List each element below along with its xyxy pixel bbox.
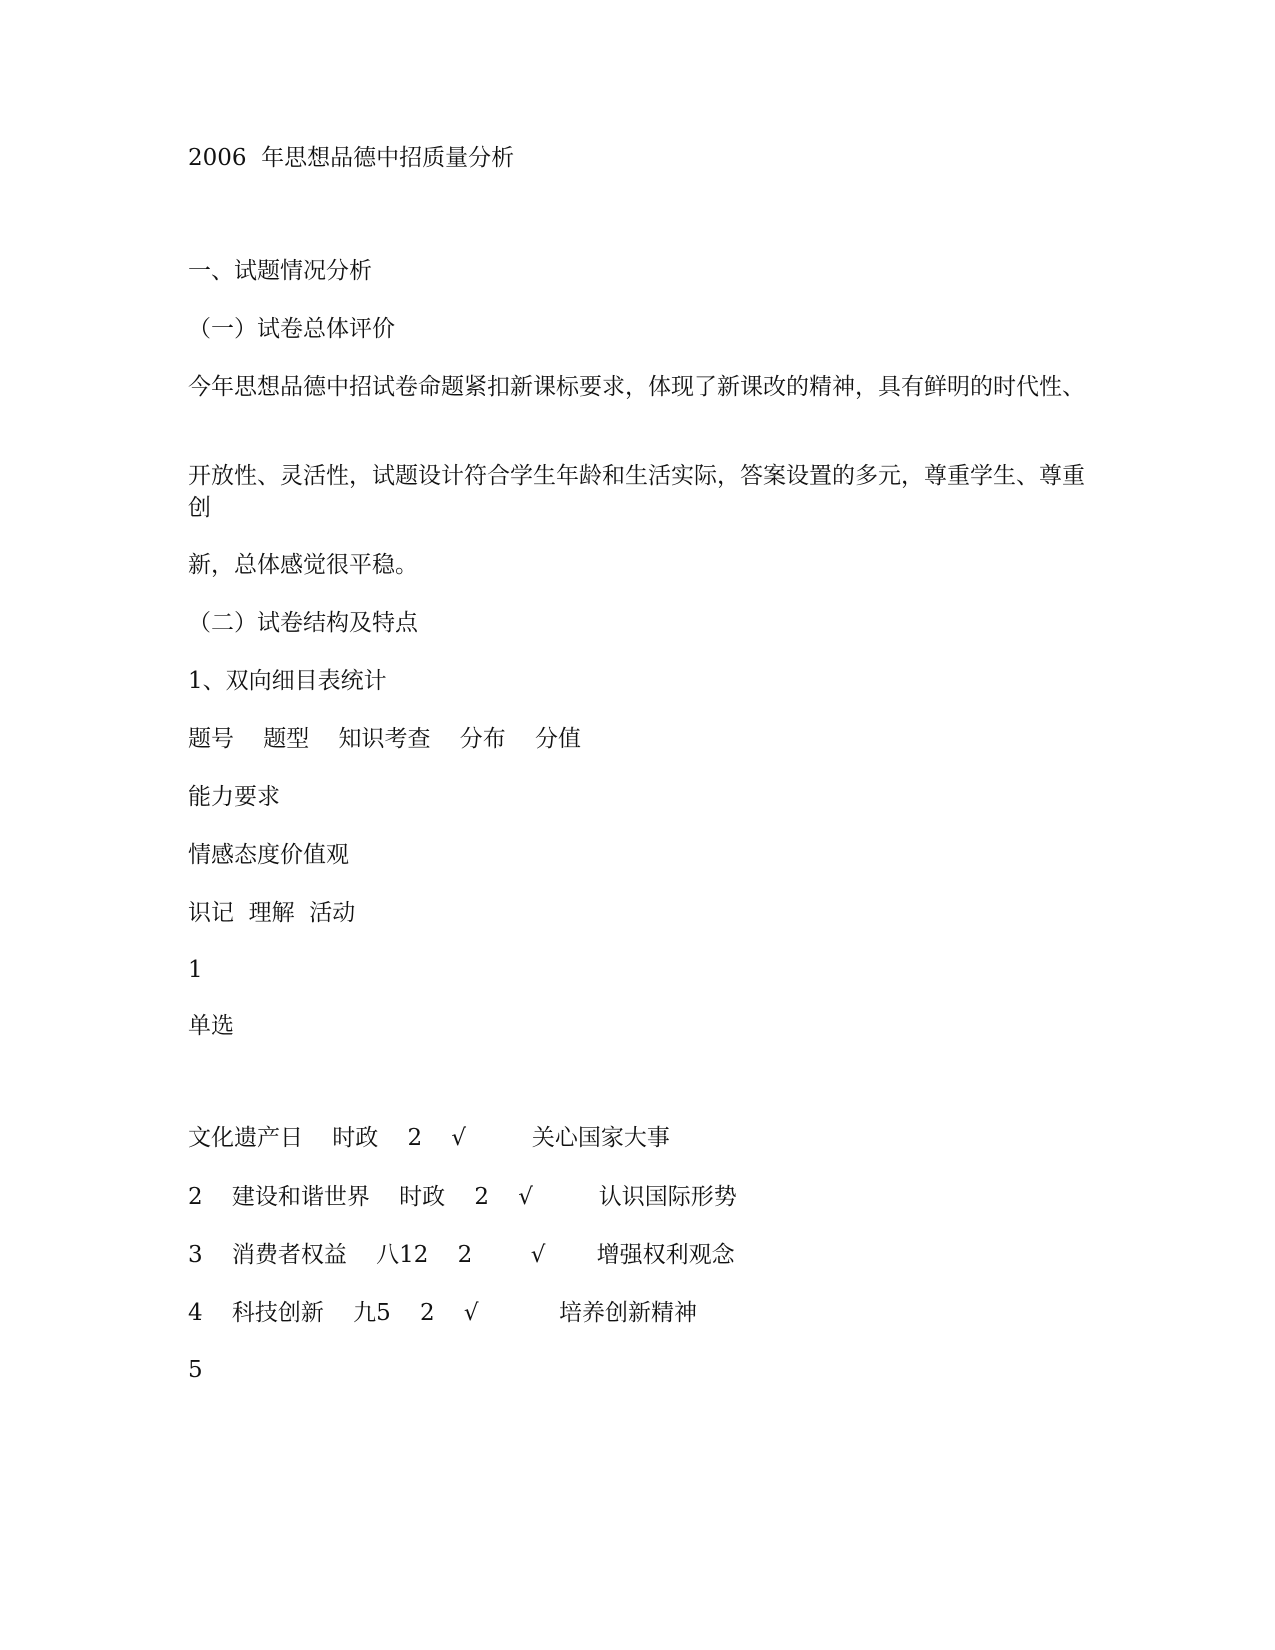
subsection-heading-1: （一）试卷总体评价 (188, 316, 395, 342)
table-header-row: 题号 题型 知识考查 分布 分值 (188, 726, 581, 752)
table-row-4: 4 科技创新 九5 2 √ 培养创新精神 (188, 1300, 697, 1326)
ability-levels: 识记 理解 活动 (188, 900, 356, 926)
table-row-1: 文化遗产日 时政 2 √ 关心国家大事 (188, 1125, 670, 1151)
table-row-3: 3 消费者权益 八12 2 √ 增强权利观念 (188, 1242, 735, 1268)
paragraph-2: 开放性、灵活性，试题设计符合学生年龄和生活实际，答案设置的多元，尊重学生、尊重创 (188, 463, 1085, 521)
row-1-type: 单选 (188, 1013, 234, 1039)
row-1-number: 1 (188, 957, 203, 983)
row-5-number: 5 (188, 1357, 203, 1383)
table-row-2: 2 建设和谐世界 时政 2 √ 认识国际形势 (188, 1184, 737, 1210)
paragraph-3: 新，总体感觉很平稳。 (188, 552, 418, 578)
list-item-1: 1、双向细目表统计 (188, 668, 387, 694)
document-title: 2006 年思想品德中招质量分析 (188, 145, 515, 171)
emotion-attitude-label: 情感态度价值观 (188, 842, 349, 868)
section-heading-1: 一、试题情况分析 (188, 258, 372, 284)
subsection-heading-2: （二）试卷结构及特点 (188, 610, 418, 636)
ability-requirement-label: 能力要求 (188, 784, 280, 810)
paragraph-1: 今年思想品德中招试卷命题紧扣新课标要求，体现了新课改的精神，具有鲜明的时代性、 (188, 374, 1085, 400)
